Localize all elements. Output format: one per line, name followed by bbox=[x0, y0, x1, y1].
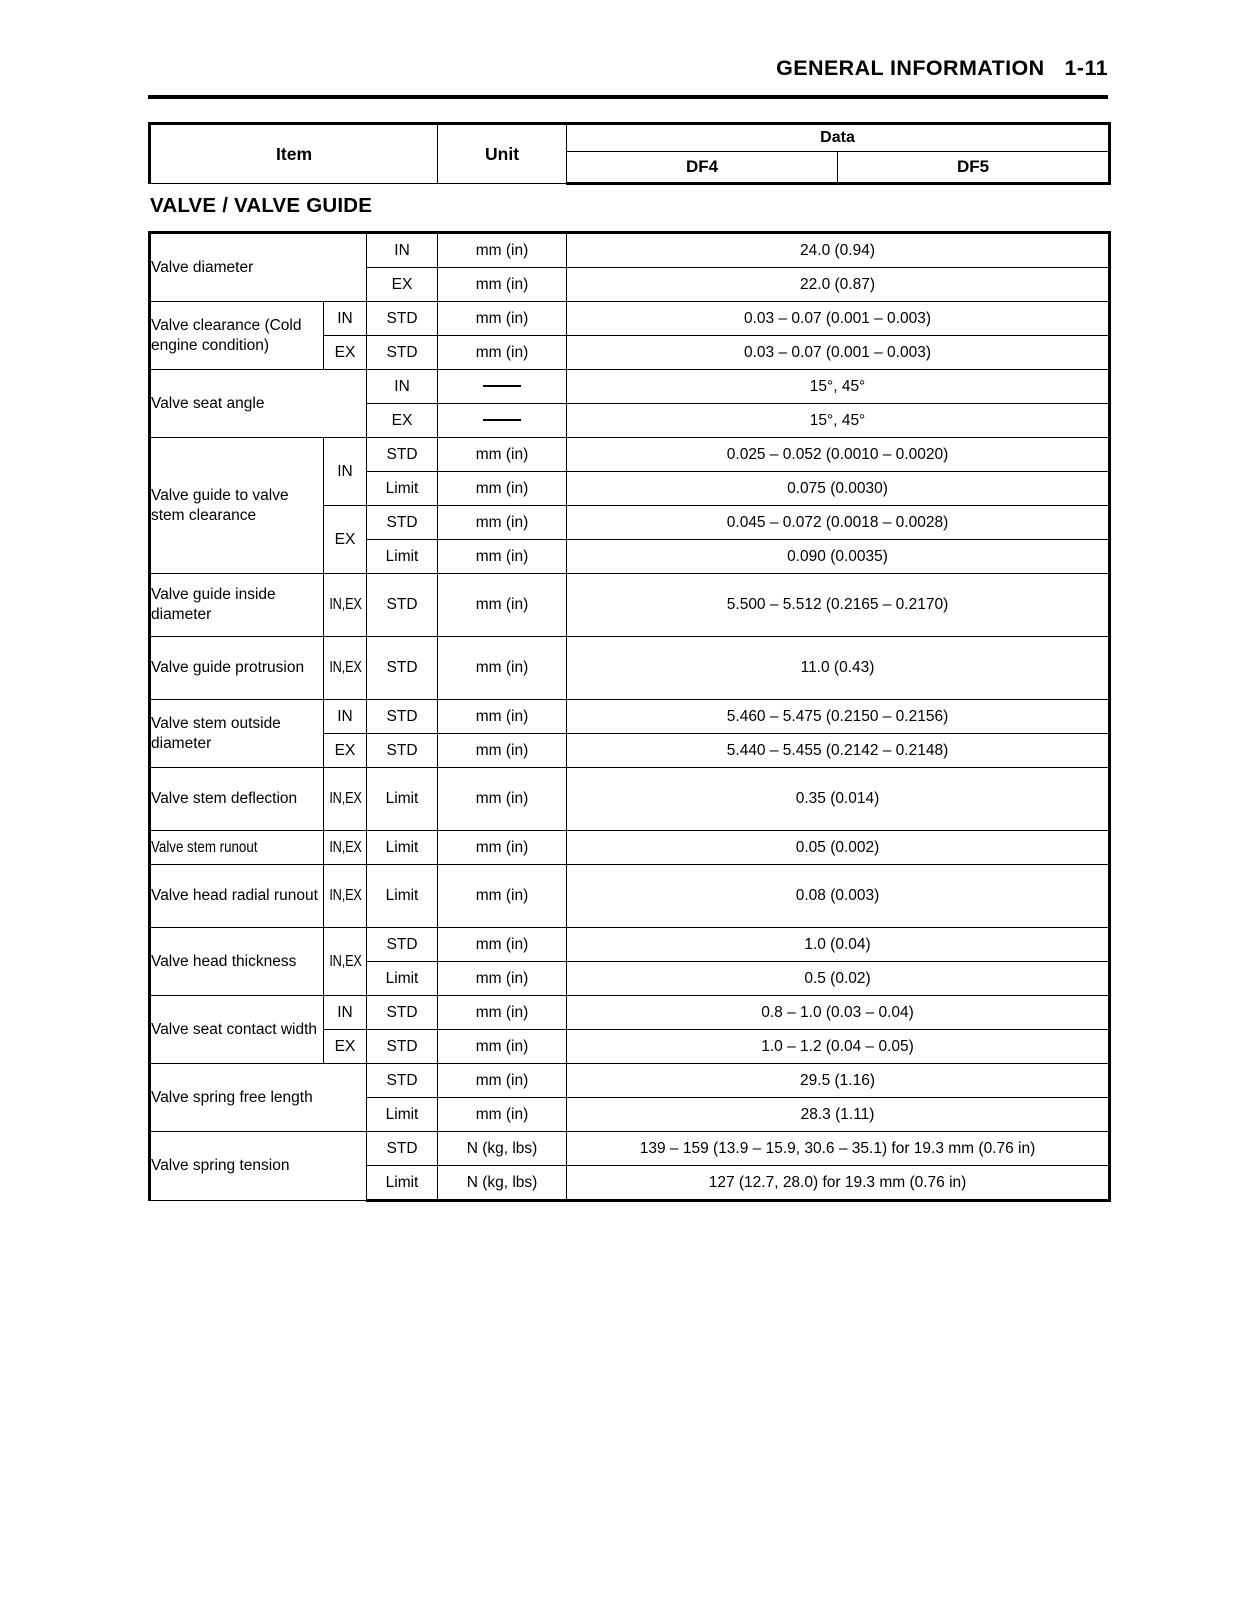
cell-std-limit: Limit bbox=[367, 865, 438, 928]
cell-std-limit: STD bbox=[367, 996, 438, 1030]
cell-in-ex: IN,EX bbox=[327, 574, 362, 637]
cell-data: 11.0 (0.43) bbox=[567, 637, 1110, 700]
cell-data: 0.08 (0.003) bbox=[567, 865, 1110, 928]
cell-item: Valve stem deflection bbox=[150, 768, 324, 831]
cell-item: Valve seat angle bbox=[150, 370, 367, 438]
cell-unit: mm (in) bbox=[438, 302, 567, 336]
cell-in-ex: EX bbox=[324, 734, 367, 768]
cell-std-limit: STD bbox=[367, 1064, 438, 1098]
cell-item: Valve head radial runout bbox=[150, 865, 324, 928]
page-header bbox=[148, 56, 1108, 102]
cell-in-ex: IN bbox=[367, 233, 438, 268]
table-row bbox=[150, 233, 1110, 268]
cell-unit bbox=[438, 370, 567, 404]
cell-unit: mm (in) bbox=[438, 637, 567, 700]
cell-in-ex: IN,EX bbox=[327, 831, 362, 865]
cell-item: Valve spring tension bbox=[150, 1132, 367, 1201]
cell-unit: mm (in) bbox=[438, 472, 567, 506]
cell-item: Valve seat contact width bbox=[150, 996, 324, 1064]
cell-std-limit: STD bbox=[367, 734, 438, 768]
cell-data: 15°, 45° bbox=[567, 404, 1110, 438]
page-number: 1-11 bbox=[1064, 56, 1108, 80]
cell-unit: mm (in) bbox=[438, 268, 567, 302]
cell-data: 1.0 (0.04) bbox=[567, 928, 1110, 962]
page-header-title bbox=[776, 56, 1108, 81]
cell-in-ex: EX bbox=[367, 268, 438, 302]
cell-in-ex: IN,EX bbox=[327, 637, 362, 700]
cell-std-limit: Limit bbox=[367, 540, 438, 574]
cell-in-ex: IN,EX bbox=[327, 928, 362, 996]
cell-std-limit: STD bbox=[367, 1030, 438, 1064]
cell-unit: mm (in) bbox=[438, 962, 567, 996]
cell-std-limit: Limit bbox=[367, 768, 438, 831]
cell-in-ex: EX bbox=[324, 506, 367, 574]
header-cell-data: Data bbox=[567, 124, 1110, 152]
page-header-rule bbox=[148, 95, 1108, 99]
cell-unit: mm (in) bbox=[438, 1064, 567, 1098]
cell-item: Valve guide inside diameter bbox=[150, 574, 324, 637]
cell-in-ex: IN bbox=[324, 700, 367, 734]
cell-in-ex: IN bbox=[367, 370, 438, 404]
cell-data: 29.5 (1.16) bbox=[567, 1064, 1110, 1098]
cell-data: 28.3 (1.11) bbox=[567, 1098, 1110, 1132]
cell-unit: mm (in) bbox=[438, 700, 567, 734]
table-row bbox=[150, 928, 1110, 962]
cell-std-limit: Limit bbox=[367, 472, 438, 506]
cell-unit: mm (in) bbox=[438, 1030, 567, 1064]
cell-std-limit: STD bbox=[367, 928, 438, 962]
cell-data: 0.045 – 0.072 (0.0018 – 0.0028) bbox=[567, 506, 1110, 540]
cell-data: 22.0 (0.87) bbox=[567, 268, 1110, 302]
cell-item-text: Valve stem runout bbox=[151, 838, 258, 856]
unit-dash-rule bbox=[483, 419, 521, 421]
cell-std-limit: STD bbox=[367, 574, 438, 637]
table-row bbox=[150, 438, 1110, 472]
cell-std-limit: STD bbox=[367, 438, 438, 472]
table-row bbox=[150, 700, 1110, 734]
cell-data: 24.0 (0.94) bbox=[567, 233, 1110, 268]
cell-std-limit: Limit bbox=[367, 962, 438, 996]
cell-data: 0.5 (0.02) bbox=[567, 962, 1110, 996]
cell-unit: N (kg, lbs) bbox=[438, 1132, 567, 1166]
cell-unit: mm (in) bbox=[438, 574, 567, 637]
cell-item: Valve clearance (Cold engine condition) bbox=[150, 302, 324, 370]
header-cell-item: Item bbox=[150, 124, 438, 184]
cell-unit: mm (in) bbox=[438, 734, 567, 768]
cell-data: 0.03 – 0.07 (0.001 – 0.003) bbox=[567, 302, 1110, 336]
section-title: VALVE / VALVE GUIDE bbox=[150, 194, 373, 217]
cell-item: Valve stem outside diameter bbox=[150, 700, 324, 768]
header-row-top bbox=[150, 124, 1110, 152]
cell-item: Valve head thickness bbox=[150, 928, 324, 996]
cell-unit bbox=[438, 404, 567, 438]
header-cell-df5: DF5 bbox=[838, 152, 1110, 184]
cell-data: 1.0 – 1.2 (0.04 – 0.05) bbox=[567, 1030, 1110, 1064]
cell-data: 0.025 – 0.052 (0.0010 – 0.0020) bbox=[567, 438, 1110, 472]
cell-std-limit: STD bbox=[367, 700, 438, 734]
cell-unit: mm (in) bbox=[438, 438, 567, 472]
cell-unit: N (kg, lbs) bbox=[438, 1166, 567, 1201]
cell-data: 5.460 – 5.475 (0.2150 – 0.2156) bbox=[567, 700, 1110, 734]
cell-data: 0.8 – 1.0 (0.03 – 0.04) bbox=[567, 996, 1110, 1030]
cell-std-limit: STD bbox=[367, 302, 438, 336]
cell-unit: mm (in) bbox=[438, 768, 567, 831]
cell-unit: mm (in) bbox=[438, 928, 567, 962]
header-cell-unit: Unit bbox=[438, 124, 567, 184]
cell-std-limit: STD bbox=[367, 1132, 438, 1166]
page-header-title-text: GENERAL INFORMATION bbox=[776, 56, 1045, 80]
cell-in-ex: IN bbox=[324, 302, 367, 336]
cell-data: 127 (12.7, 28.0) for 19.3 mm (0.76 in) bbox=[567, 1166, 1110, 1201]
cell-std-limit: Limit bbox=[367, 831, 438, 865]
table-row bbox=[150, 1064, 1110, 1098]
unit-dash-rule bbox=[483, 385, 521, 387]
cell-item: Valve guide protrusion bbox=[150, 637, 324, 700]
cell-unit: mm (in) bbox=[438, 831, 567, 865]
table-row bbox=[150, 831, 1110, 865]
table-row bbox=[150, 302, 1110, 336]
table-row bbox=[150, 1132, 1110, 1166]
cell-unit: mm (in) bbox=[438, 336, 567, 370]
cell-unit: mm (in) bbox=[438, 865, 567, 928]
cell-item: Valve diameter bbox=[150, 233, 367, 302]
cell-data: 5.440 – 5.455 (0.2142 – 0.2148) bbox=[567, 734, 1110, 768]
cell-data: 15°, 45° bbox=[567, 370, 1110, 404]
cell-in-ex: IN bbox=[324, 438, 367, 506]
cell-unit: mm (in) bbox=[438, 506, 567, 540]
cell-in-ex: IN bbox=[324, 996, 367, 1030]
cell-data: 0.03 – 0.07 (0.001 – 0.003) bbox=[567, 336, 1110, 370]
spec-table-column-header bbox=[148, 122, 1111, 185]
cell-data: 0.090 (0.0035) bbox=[567, 540, 1110, 574]
cell-in-ex: EX bbox=[324, 336, 367, 370]
cell-unit: mm (in) bbox=[438, 1098, 567, 1132]
valve-valve-guide-spec-table bbox=[148, 231, 1111, 1202]
cell-in-ex: EX bbox=[324, 1030, 367, 1064]
table-row bbox=[150, 637, 1110, 700]
cell-data: 139 – 159 (13.9 – 15.9, 30.6 – 35.1) for 19.3 mm (0.76 in) bbox=[567, 1132, 1110, 1166]
cell-in-ex: IN,EX bbox=[327, 865, 362, 928]
table-row bbox=[150, 768, 1110, 831]
cell-item bbox=[150, 831, 324, 865]
cell-in-ex: IN,EX bbox=[327, 768, 362, 831]
cell-data: 5.500 – 5.512 (0.2165 – 0.2170) bbox=[567, 574, 1110, 637]
cell-std-limit: STD bbox=[367, 336, 438, 370]
cell-std-limit: Limit bbox=[367, 1166, 438, 1201]
cell-std-limit: Limit bbox=[367, 1098, 438, 1132]
cell-std-limit: STD bbox=[367, 506, 438, 540]
cell-std-limit: STD bbox=[367, 637, 438, 700]
cell-unit: mm (in) bbox=[438, 233, 567, 268]
cell-data: 0.075 (0.0030) bbox=[567, 472, 1110, 506]
cell-data: 0.05 (0.002) bbox=[567, 831, 1110, 865]
table-row bbox=[150, 370, 1110, 404]
cell-item: Valve spring free length bbox=[150, 1064, 367, 1132]
header-cell-df4: DF4 bbox=[567, 152, 838, 184]
table-row bbox=[150, 574, 1110, 637]
table-row bbox=[150, 996, 1110, 1030]
cell-in-ex: EX bbox=[367, 404, 438, 438]
table-row bbox=[150, 865, 1110, 928]
cell-unit: mm (in) bbox=[438, 540, 567, 574]
cell-data: 0.35 (0.014) bbox=[567, 768, 1110, 831]
cell-item: Valve guide to valve stem clearance bbox=[150, 438, 324, 574]
cell-unit: mm (in) bbox=[438, 996, 567, 1030]
